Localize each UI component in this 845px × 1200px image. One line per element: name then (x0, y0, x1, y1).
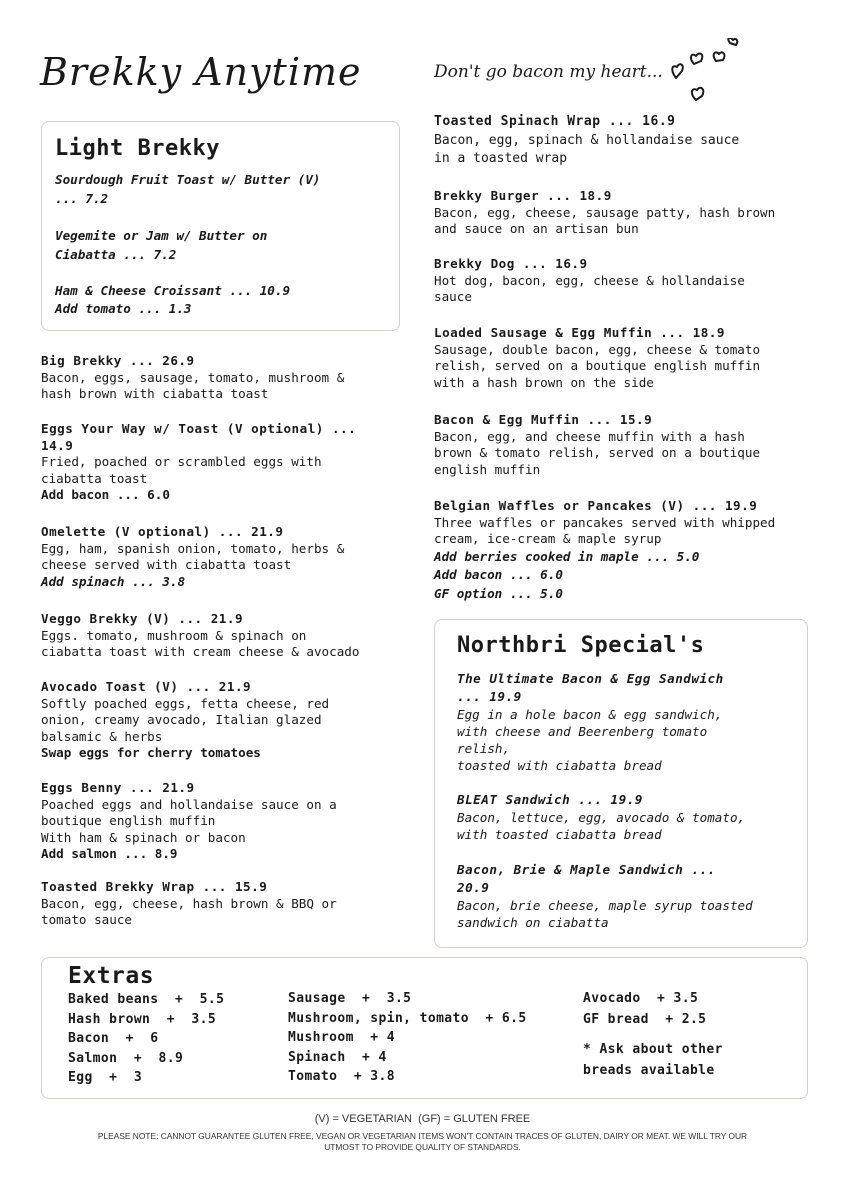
light-item-3 (55, 282, 290, 318)
item-name: Big Brekky ... 26.9 (41, 353, 195, 368)
extra-item: GF bread + 2.5 (583, 1011, 707, 1027)
item-desc: Bacon, egg, cheese, hash brown & BBQ or (41, 895, 337, 911)
item-desc: Fried, poached or scrambled eggs with (41, 454, 322, 469)
menu-item-veggo-brekky (41, 611, 359, 661)
menu-item-eggs-your-way (41, 421, 356, 504)
extra-item: Egg + 3 (68, 1070, 143, 1085)
allergen-note-line1: PLEASE NOTE: CANNOT GUARANTEE GLUTEN FREE, VEGAN OR VEGETARIAN ITEMS WON'T CONTAIN TRACES OF GLUTEN, DAIRY OR MEAT. WE WILL TRY OUR (97, 1131, 748, 1141)
item-name: Bacon & Egg Muffin ... 15.9 (434, 412, 653, 427)
item-desc: ciabatta toast with cream cheese & avocado (41, 644, 360, 659)
item-addon: GF option ... 5.0 (434, 585, 563, 601)
item-desc: Bacon, egg, spinach & hollandaise sauce (434, 132, 740, 148)
extras-box (41, 957, 808, 1099)
item-desc: ciabatta toast (41, 470, 148, 486)
item-desc: Eggs. tomato, mushroom & spinach on (41, 627, 307, 643)
extras-col-2 (288, 989, 527, 1087)
special-item-bleat (457, 791, 745, 843)
specials-heading: Northbri Special's (457, 633, 705, 658)
item-desc: Three waffles or pancakes served with whipped (434, 514, 776, 530)
item-name: Omelette (V optional) ... 21.9 (41, 524, 284, 539)
dietary-legend: (V) = VEGETARIAN (GF) = GLUTEN FREE (314, 1113, 531, 1125)
item-name-cont: 14.9 (41, 437, 74, 453)
menu-tagline: Don't go bacon my heart... (434, 62, 663, 82)
extras-col-3 (583, 989, 723, 1081)
item-desc: Egg, ham, spanish onion, tomato, herbs & (41, 540, 345, 556)
item-desc: with a hash brown on the side (434, 374, 654, 390)
extras-note: * Ask about other (583, 1042, 723, 1057)
special-desc: Egg in a hole bacon & egg sandwich, (457, 707, 723, 722)
special-name: The Ultimate Bacon & Egg Sandwich (457, 671, 724, 686)
light-item-1 (55, 170, 320, 208)
menu-item-bacon-egg-muffin (434, 412, 760, 478)
item-addon: Add bacon ... 6.0 (41, 487, 170, 502)
light-item-3-line2: Add tomato ... 1.3 (55, 301, 192, 316)
menu-item-eggs-benny (41, 780, 337, 863)
extra-item: Salmon + 8.9 (68, 1050, 184, 1066)
special-desc: relish, (457, 741, 511, 756)
special-desc: with cheese and Beerenberg tomato (457, 724, 708, 739)
item-name: Brekky Dog ... 16.9 (434, 256, 588, 271)
item-desc: Hot dog, bacon, egg, cheese & hollandaise (434, 272, 745, 288)
light-brekky-box (41, 121, 400, 331)
item-desc: Poached eggs and hollandaise sauce on a (41, 796, 337, 812)
special-desc: Bacon, lettuce, egg, avocado & tomato, (457, 810, 746, 825)
menu-item-omelette (41, 524, 344, 590)
item-desc: relish, served on a boutique english muffin (434, 358, 761, 373)
item-desc: tomato sauce (41, 912, 132, 927)
extra-item: Mushroom + 4 (288, 1030, 395, 1045)
special-name: BLEAT Sandwich ... 19.9 (457, 792, 643, 807)
item-addon: Add salmon ... 8.9 (41, 846, 178, 861)
item-addon: Add berries cooked in maple ... 5.0 (434, 548, 700, 564)
allergen-note-line2: UTMOST TO PROVIDE QUALITY OF STANDARDS. (324, 1142, 521, 1152)
item-addon: Add spinach ... 3.8 (41, 573, 186, 589)
menu-item-belgian-waffles (434, 498, 775, 603)
extra-item: Spinach + 4 (288, 1049, 387, 1065)
item-name: Brekky Burger ... 18.9 (434, 188, 612, 203)
menu-item-avocado-toast (41, 679, 329, 762)
extras-note: breads available (583, 1062, 715, 1078)
item-desc: Bacon, eggs, sausage, tomato, mushroom & (41, 369, 345, 385)
light-item-1-line2: ... 7.2 (55, 191, 109, 206)
item-name: Eggs Benny ... 21.9 (41, 780, 195, 795)
item-name: Loaded Sausage & Egg Muffin ... 18.9 (434, 325, 725, 340)
menu-item-brekky-dog (434, 256, 745, 306)
item-desc: brown & tomato relish, served on a boutique (434, 445, 761, 460)
hearts-icon (668, 38, 748, 108)
special-desc: Bacon, brie cheese, maple syrup toasted (457, 898, 753, 913)
extra-item: Hash brown + 3.5 (68, 1011, 217, 1027)
menu-item-big-brekky (41, 353, 344, 403)
extras-heading: Extras (68, 963, 155, 989)
menu-title: Brekky Anytime (40, 50, 362, 94)
item-addon: Add bacon ... 6.0 (434, 567, 563, 582)
light-item-1-line1: Sourdough Fruit Toast w/ Butter (V) (55, 172, 321, 187)
item-addon: Swap eggs for cherry tomatoes (41, 745, 261, 760)
menu-item-toasted-brekky-wrap (41, 879, 337, 929)
item-desc: and sauce on an artisan bun (434, 221, 639, 236)
extra-item: Mushroom, spin, tomato + 6.5 (288, 1010, 527, 1026)
item-name: Avocado Toast (V) ... 21.9 (41, 679, 252, 694)
light-item-2-line2: Ciabatta ... 7.2 (55, 247, 177, 262)
extra-item: Baked beans + 5.5 (68, 992, 225, 1007)
special-item-ultimate (457, 670, 724, 774)
item-desc: sauce (434, 289, 472, 304)
item-desc: cheese served with ciabatta toast (41, 557, 292, 572)
item-name: Eggs Your Way w/ Toast (V optional) ... (41, 421, 357, 436)
item-desc: boutique english muffin (41, 813, 216, 828)
item-desc: in a toasted wrap (434, 151, 568, 166)
special-desc: with toasted ciabatta bread (457, 827, 662, 842)
item-desc: Bacon, egg, and cheese muffin with a hash (434, 428, 745, 444)
menu-item-brekky-burger (434, 188, 775, 238)
menu-item-loaded-sausage-muffin (434, 325, 760, 391)
light-brekky-heading: Light Brekky (55, 136, 220, 161)
extra-item: Bacon + 6 (68, 1031, 159, 1046)
item-name: Belgian Waffles or Pancakes (V) ... 19.9 (434, 498, 758, 513)
item-desc: english muffin (434, 461, 541, 477)
special-item-bacon-brie (457, 861, 753, 931)
item-desc: Softly poached eggs, fetta cheese, red (41, 695, 330, 711)
extra-item: Tomato + 3.8 (288, 1069, 395, 1084)
specials-box (434, 619, 808, 948)
light-item-2-line1: Vegemite or Jam w/ Butter on (55, 228, 268, 243)
light-item-3-line1: Ham & Cheese Croissant ... 10.9 (55, 283, 291, 298)
item-desc: hash brown with ciabatta toast (41, 386, 269, 401)
menu-item-toasted-spinach-wrap (434, 113, 739, 169)
item-desc: cream, ice-cream & maple syrup (434, 531, 662, 546)
item-name: Veggo Brekky (V) ... 21.9 (41, 611, 244, 626)
special-desc: toasted with ciabatta bread (457, 758, 662, 773)
extra-item: Avocado + 3.5 (583, 991, 699, 1006)
special-name-cont: 20.9 (457, 880, 490, 895)
extra-item: Sausage + 3.5 (288, 991, 412, 1006)
item-name: Toasted Spinach Wrap ... 16.9 (434, 114, 676, 129)
item-desc: onion, creamy avocado, Italian glazed (41, 712, 322, 727)
extras-col-1 (68, 990, 224, 1088)
special-name-cont: ... 19.9 (457, 689, 522, 704)
special-name: Bacon, Brie & Maple Sandwich ... (457, 862, 716, 877)
item-desc: Bacon, egg, cheese, sausage patty, hash brown (434, 204, 776, 220)
item-desc: With ham & spinach or bacon (41, 829, 246, 845)
light-item-2 (55, 226, 267, 264)
special-desc: sandwich on ciabatta (457, 915, 609, 930)
item-desc: balsamic & herbs (41, 728, 163, 744)
item-name: Toasted Brekky Wrap ... 15.9 (41, 879, 268, 894)
item-desc: Sausage, double bacon, egg, cheese & tomato (434, 341, 761, 357)
